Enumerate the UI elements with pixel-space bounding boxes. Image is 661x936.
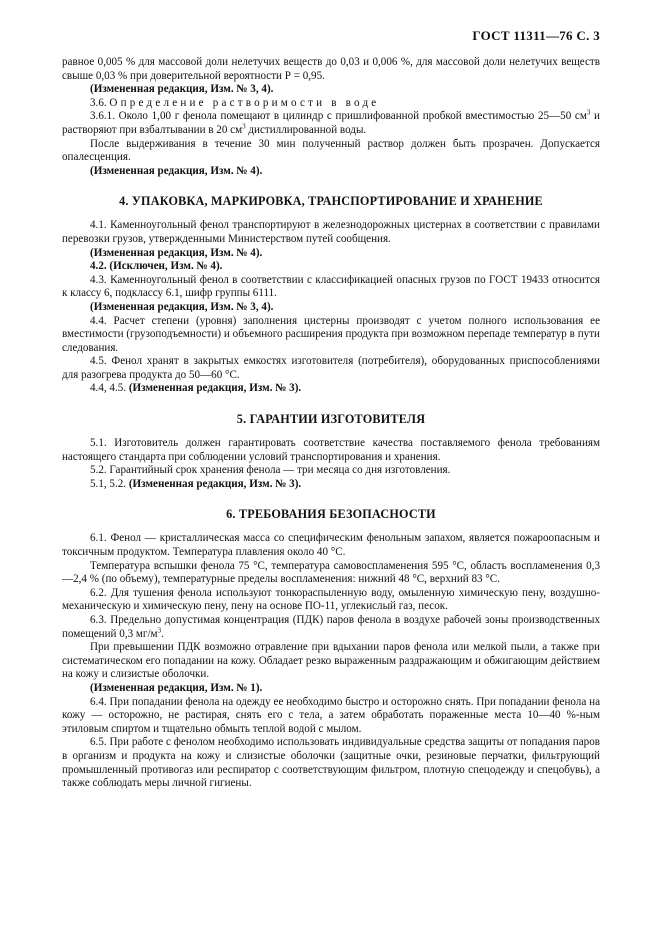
subsection-heading-3-6 — [62, 97, 600, 111]
paragraph-6-3: 6.3. Предельно допустимая концентрация (ПДК) паров фенола в воздухе рабочей зоны производственных помещений 0,3 $мг/м^3$. — [62, 614, 600, 640]
edition-note: (Измененная редакция, Изм. № 4). — [90, 164, 263, 177]
edition-note: (Измененная редакция, Изм. № 3, 4). — [90, 300, 274, 313]
paragraph-6-1: 6.1. Фенол — кристаллическая масса со специфическим фенольным запахом, является пожароопасным и токсичным продуктом. Температура плавления около 40 °С. — [62, 532, 600, 559]
paragraph-5-1: 5.1. Изготовитель должен гарантировать соответствие качества поставляемого фенола требованиям настоящего стандарта при соблюдении условий транспортирования и хранения. — [62, 437, 600, 463]
paragraph-6-4: 6.4. При попадании фенола на одежду ее необходимо быстро и осторожно снять. При попадании фенола на кожу — осторожно, не растирая, снять его с тела, а затем обработать пораженные места 10—40 %-ным этиловым спиртом и тщательно обмыть теплой водой с мылом. — [62, 695, 600, 735]
paragraph-4-1: 4.1. Каменноугольный фенол транспортируют в железнодорожных цистернах в соответствии с правилами перевозки грузов, утвержденными Министерством путей сообщения. — [62, 219, 600, 245]
paragraph-4-3: 4.3. Каменноугольный фенол в соответствии с классификацией опасных грузов по ГОСТ 19433 относится к классу 6, подклассу 6.1, шифр группы 6111. — [62, 273, 600, 300]
edition-note-4-4-4-5: 4.4, 4.5. (Измененная редакция, Изм. № 3). — [90, 382, 302, 395]
paragraph-6-1-b: Температура вспышки фенола 75 °С, температура самовоспламенения 595 °С, область воспламенения 0,3—2,4 % (по объему), температурные пределы воспламенения: нижний 48 °С, верхний 83 °С. — [62, 559, 600, 586]
page-header: ГОСТ 11311—76 С. 3 — [472, 28, 600, 43]
paragraph-4-5: 4.5. Фенол хранят в закрытых емкостях изготовителя (потребителя), оборудованных приспособлениями для разогрева продукта до 50—60 °С. — [62, 355, 600, 381]
paragraph-4-4: 4.4. Расчет степени (уровня) заполнения цистерны производят с учетом полного использования ее вместимости (грузоподъемности) и объемного расширения продукта при возможном перепаде температур в пути следования. — [62, 314, 600, 354]
paragraph-3-6-1: 3.6.1. Около 1,00 г фенола помещают в цилиндр с пришлифованной пробкой вместимостью 25—50 $см^3$ и растворяют при взбалтывании в 20 $см^3$ дистиллированной воды. — [62, 108, 600, 136]
edition-note: (Измененная редакция, Изм. № 3, 4). — [90, 83, 274, 96]
section-6-title: 6. ТРЕБОВАНИЯ БЕЗОПАСНОСТИ — [226, 507, 436, 522]
paragraph-6-3-b: При превышении ПДК возможно отравление при вдыхании паров фенола или мелкой пыли, а также при систематическом его попадании на кожу. Обладает резко выраженным раздражающим и обжигающим действием на кожу и слизистые оболочки. — [62, 641, 600, 681]
paragraph-4-2: 4.2. (Исключен, Изм. № 4). — [90, 260, 223, 273]
section-5-title: 5. ГАРАНТИИ ИЗГОТОВИТЕЛЯ — [236, 412, 426, 427]
paragraph-3-6-1-b: После выдерживания в течение 30 мин полученный раствор должен быть прозрачен. Допускается опалесценция. — [62, 137, 600, 164]
subsection-title: Определение растворимости в воде — [109, 96, 380, 109]
edition-note: (Измененная редакция, Изм. № 4). — [90, 246, 263, 259]
section-4-title: 4. УПАКОВКА, МАРКИРОВКА, ТРАНСПОРТИРОВАНИЕ И ХРАНЕНИЕ — [119, 194, 543, 209]
paragraph-6-5: 6.5. При работе с фенолом необходимо использовать индивидуальные средства защиты от попадания паров в организм и продукта на кожу и слизистые оболочки (защитные очки, резиновые перчатки, фильтрующий промышленный противогаз или респиратор с соответствующим фильтром, плотную спецодежду и спецобувь), а также соблюдать меры личной гигиены. — [62, 736, 600, 790]
edition-note-5-1-5-2: 5.1, 5.2. (Измененная редакция, Изм. № 3). — [90, 477, 302, 490]
edition-note: (Измененная редакция, Изм. № 1). — [90, 681, 263, 694]
paragraph-5-2: 5.2. Гарантийный срок хранения фенола — три месяца со дня изготовления. — [90, 464, 451, 477]
paragraph-continuation: равное 0,005 % для массовой доли нелетучих веществ до 0,03 и 0,006 %, для массовой доли нелетучих веществ свыше 0,03 % при доверительной вероятности Р = 0,95. — [62, 56, 600, 82]
paragraph-6-2: 6.2. Для тушения фенола используют тонкораспыленную воду, омыленную химическую пену, воздушно-механическую и химическую пену, пену на основе ПО-11, углекислый газ, песок. — [62, 586, 600, 613]
subsection-number: 3.6. — [90, 96, 107, 109]
document-page — [62, 28, 600, 791]
